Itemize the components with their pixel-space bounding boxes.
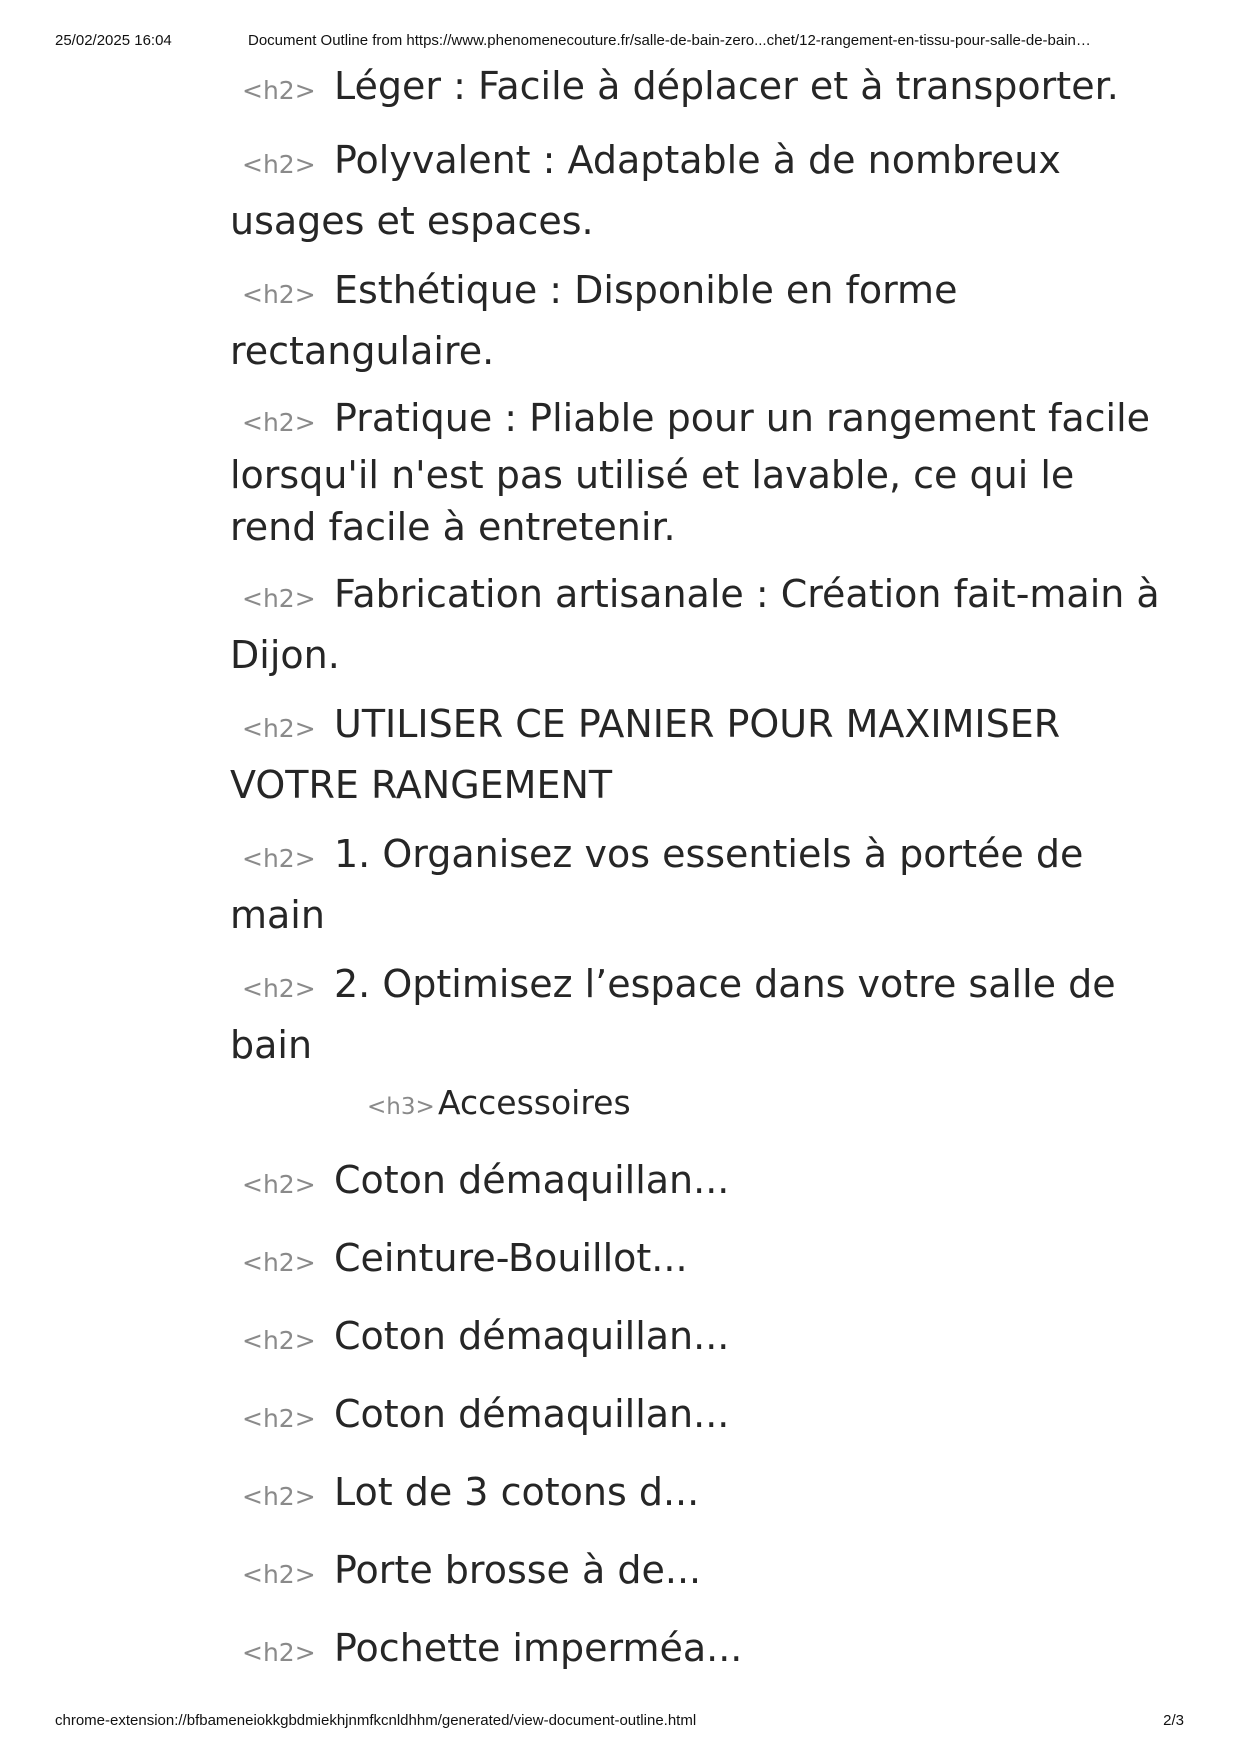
print-title: Document Outline from https://www.phenomenecouture.fr/salle-de-bain-zero...chet/12-rangement-en-tissu-pour-salle-de-bain… [248, 32, 1091, 49]
heading-level-tag: <h2> [242, 1326, 316, 1355]
heading-level-tag: <h2> [242, 1248, 316, 1277]
heading-level-tag: <h2> [242, 408, 316, 437]
outline-item-h2[interactable] [230, 1384, 1160, 1449]
outline-item-text: Accessoires [438, 1083, 631, 1122]
outline-item-text: 1. Organisez vos essentiels à portée de main [230, 832, 1084, 937]
outline-item-h2[interactable] [230, 262, 1160, 379]
outline-item-h2[interactable] [230, 1618, 1160, 1683]
outline-item-text: Porte brosse à de... [334, 1548, 702, 1592]
print-source-url: chrome-extension://bfbameneiokkgbdmiekhjnmfkcnldhhm/generated/view-document-outline.html [55, 1712, 697, 1729]
outline-item-text: Pratique : Pliable pour un rangement facile lorsqu'il n'est pas utilisé et lavable, ce qui le rend facile à entretenir. [230, 396, 1151, 549]
heading-level-tag: <h2> [242, 1560, 316, 1589]
outline-item-text: Léger : Facile à déplacer et à transporter. [334, 64, 1119, 108]
heading-level-tag: <h2> [242, 1482, 316, 1511]
heading-level-tag: <h2> [242, 584, 316, 613]
heading-level-tag: <h2> [242, 714, 316, 743]
outline-item-h2[interactable] [230, 1540, 1160, 1605]
heading-level-tag: <h2> [242, 1404, 316, 1433]
page-number: 2/3 [1163, 1712, 1184, 1729]
outline-item-text: UTILISER CE PANIER POUR MAXIMISER VOTRE RANGEMENT [230, 702, 1061, 807]
outline-item-text: Ceinture-Bouillot... [334, 1236, 688, 1280]
heading-level-tag: <h3> [367, 1094, 435, 1120]
outline-item-h2[interactable] [230, 1150, 1160, 1215]
outline-item-h3[interactable] [230, 1073, 1160, 1137]
heading-level-tag: <h2> [242, 150, 316, 179]
outline-item-text: Lot de 3 cotons d... [334, 1470, 700, 1514]
heading-level-tag: <h2> [242, 1170, 316, 1199]
print-footer [0, 1712, 1239, 1732]
outline-item-h2[interactable] [230, 696, 1160, 813]
outline-item-text: Esthétique : Disponible en forme rectangulaire. [230, 268, 958, 373]
outline-item-h2[interactable] [230, 1306, 1160, 1371]
outline-item-h2[interactable] [230, 826, 1160, 943]
outline-item-text: Coton démaquillan... [334, 1314, 730, 1358]
outline-item-h2[interactable] [230, 392, 1160, 553]
document-outline [230, 58, 1160, 1683]
heading-level-tag: <h2> [242, 844, 316, 873]
outline-item-h2[interactable] [230, 566, 1160, 683]
outline-item-h2[interactable] [230, 1462, 1160, 1527]
heading-level-tag: <h2> [242, 280, 316, 309]
outline-item-h2[interactable] [230, 132, 1160, 249]
outline-item-text: Pochette imperméa... [334, 1626, 743, 1670]
outline-item-text: 2. Optimisez l’espace dans votre salle de bain [230, 962, 1116, 1067]
outline-item-text: Coton démaquillan... [334, 1392, 730, 1436]
heading-level-tag: <h2> [242, 974, 316, 1003]
outline-item-text: Polyvalent : Adaptable à de nombreux usages et espaces. [230, 138, 1061, 243]
outline-item-text: Fabrication artisanale : Création fait-main à Dijon. [230, 572, 1160, 677]
print-datetime: 25/02/2025 16:04 [55, 32, 172, 49]
outline-item-h2[interactable] [230, 1228, 1160, 1293]
outline-item-h2[interactable] [230, 58, 1160, 119]
outline-item-h2[interactable] [230, 956, 1160, 1073]
heading-level-tag: <h2> [242, 1638, 316, 1667]
outline-item-text: Coton démaquillan... [334, 1158, 730, 1202]
print-header [0, 32, 1239, 52]
heading-level-tag: <h2> [242, 76, 316, 105]
